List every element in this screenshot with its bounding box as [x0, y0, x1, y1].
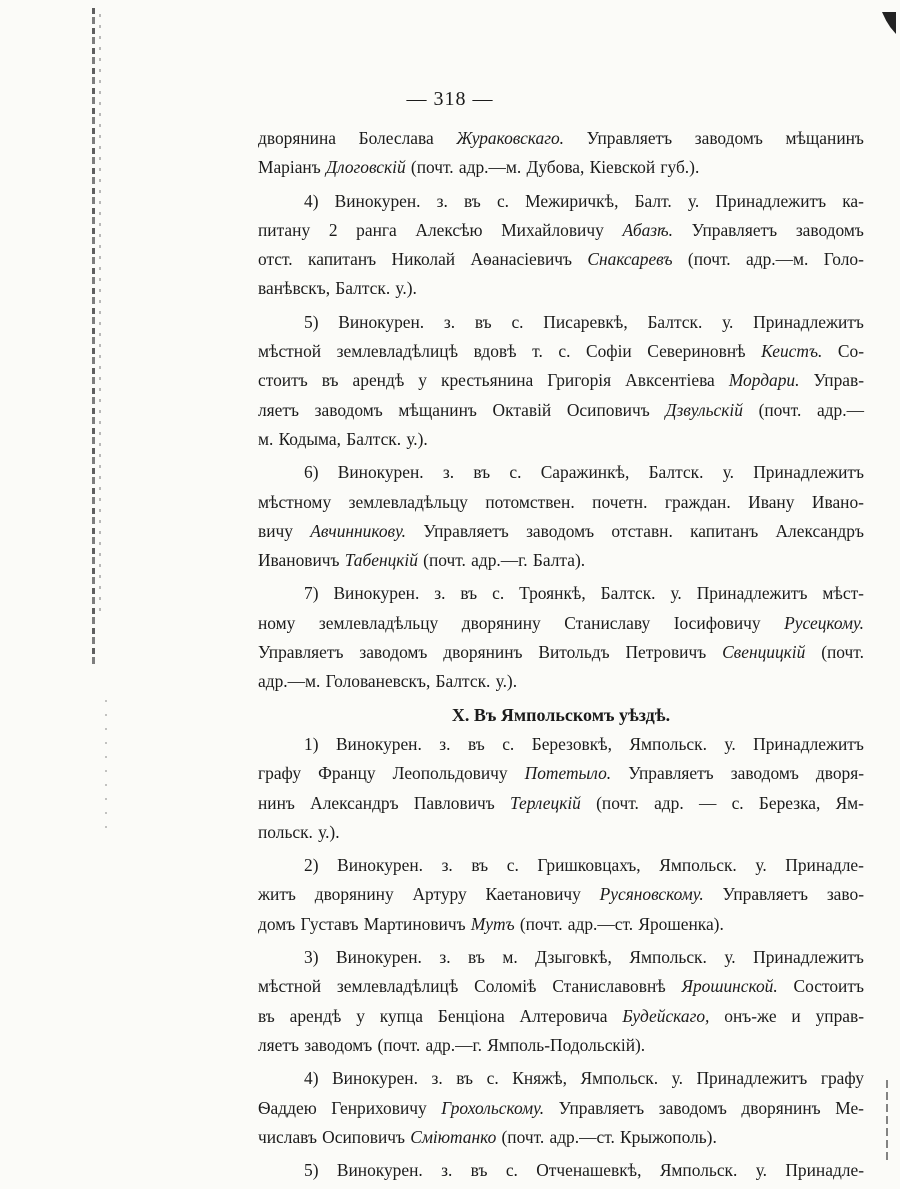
text-line: [258, 1123, 864, 1152]
word: у.: [755, 1160, 768, 1181]
word: графу: [258, 763, 302, 784]
word: Принадлежитъ: [753, 947, 864, 968]
word: адр.—г.: [425, 1034, 483, 1055]
text-line: [258, 638, 864, 667]
word: землевладѣльцу: [318, 612, 439, 633]
word: з.: [431, 1068, 443, 1089]
word: Севериновнѣ: [647, 341, 746, 362]
surname-italic: Русяновскому.: [599, 884, 704, 905]
word: отст.: [258, 249, 293, 270]
word: з.: [439, 947, 451, 968]
word: Алексѣю: [415, 219, 483, 240]
word: у: [418, 370, 427, 391]
word: Винокурен.: [335, 733, 422, 754]
word: с.: [509, 462, 522, 483]
word: Голо-: [823, 249, 864, 270]
text-line: [258, 1094, 864, 1123]
word: Ям-: [835, 792, 864, 813]
word: Винокурен.: [336, 1160, 423, 1181]
word: у.).: [495, 671, 518, 692]
word: Винокурен.: [337, 462, 424, 483]
word: Аѳанасіевичъ: [470, 249, 573, 270]
word: с.: [496, 190, 510, 211]
word: Писаревкѣ,: [543, 311, 628, 332]
word: адр.—г.: [471, 550, 528, 571]
text-line: [258, 366, 864, 395]
scan-edge-artifact-right: [886, 1080, 888, 1160]
word: заводомъ: [658, 1097, 727, 1118]
surname-italic: Будейскаго,: [622, 1005, 710, 1026]
word: адр.—м.: [458, 157, 522, 178]
word: —: [698, 792, 717, 813]
word: стоитъ: [258, 370, 308, 391]
surname-italic: Кеистъ.: [761, 341, 823, 362]
scan-dots-artifact: [105, 700, 107, 840]
word: Винокурен.: [334, 190, 421, 211]
word: у.: [755, 855, 767, 876]
text-line: [258, 216, 864, 245]
word: Кіевской: [589, 157, 656, 178]
text-line: [258, 488, 864, 517]
word: Принадлежитъ: [753, 462, 864, 483]
text-line: [258, 274, 864, 303]
surname-italic: Снаксаревъ: [587, 249, 673, 270]
word: Гришковцахъ,: [537, 855, 641, 876]
word: губ.).: [660, 157, 700, 178]
surname-italic: Мордари.: [728, 370, 800, 391]
word: т.: [532, 341, 543, 362]
word: у.: [687, 190, 700, 211]
word: Григорія: [547, 370, 612, 391]
word: Саражинкѣ,: [540, 462, 630, 483]
word: Ивану: [748, 491, 795, 512]
word: дворянину: [314, 884, 394, 905]
surname-italic: Жураковскаго.: [456, 128, 565, 148]
word: Крыжополь).: [620, 1126, 717, 1147]
word: въ: [258, 1005, 275, 1026]
word: 4): [304, 190, 319, 211]
word: Принадле-: [785, 855, 864, 876]
word: Ѳаддею: [258, 1097, 317, 1118]
text-line: [258, 308, 864, 337]
word: Ямполь-Подольскій).: [487, 1034, 646, 1055]
word: з.: [441, 1160, 453, 1181]
word: с.: [502, 733, 515, 754]
word: 2): [304, 855, 319, 876]
word: Винокурен.: [337, 855, 423, 876]
word: з.: [442, 462, 455, 483]
word: Александръ: [310, 792, 399, 813]
word: въ: [321, 370, 339, 391]
word: Принадлежитъ: [715, 190, 827, 211]
word: Ивано-: [811, 491, 864, 512]
word: мѣстной: [258, 341, 322, 362]
word: польск.: [258, 821, 313, 842]
surname-italic: Грохольскому.: [441, 1097, 545, 1118]
word: Ивановичъ: [258, 550, 340, 571]
word: с.: [506, 855, 519, 876]
word: Винокурен.: [338, 311, 425, 332]
text-line: [258, 579, 864, 608]
text-line: [258, 245, 864, 274]
word: Управляетъ: [558, 1097, 645, 1118]
word: Ямпольск.: [659, 1160, 738, 1181]
word: землевладѣлицѣ: [336, 341, 459, 362]
word: Михайловичу: [501, 219, 604, 240]
word: Принадле-: [785, 1160, 864, 1181]
word: Петровичъ: [625, 642, 707, 663]
word: Винокурен.: [335, 947, 422, 968]
word: ка-: [842, 190, 864, 211]
word: Кодыма,: [278, 428, 341, 449]
word: 1): [304, 733, 319, 754]
word: 7): [304, 583, 319, 604]
word: Принадлежитъ: [696, 583, 808, 604]
text-line: [258, 458, 864, 487]
word: Дзыговкѣ,: [535, 947, 612, 968]
text-line: [258, 789, 864, 818]
word: 5): [304, 1160, 319, 1181]
word: Алтеровича: [519, 1005, 608, 1026]
word: Принадлежитъ: [753, 311, 864, 332]
word: ранга: [356, 219, 397, 240]
text-line: [258, 609, 864, 638]
word: (почт.: [596, 792, 639, 813]
surname-italic: Мутъ: [470, 913, 515, 934]
word: заводомъ: [526, 520, 595, 541]
word: Францу: [318, 763, 376, 784]
text-line: [258, 910, 864, 939]
word: купца: [379, 1005, 423, 1026]
word: 3): [304, 947, 319, 968]
word: въ: [456, 1068, 474, 1089]
text-line: [258, 546, 864, 575]
word: 4): [304, 1068, 319, 1089]
word: м.: [502, 947, 518, 968]
word: граждан.: [664, 491, 731, 512]
text-line: [258, 667, 864, 696]
word: домъ: [258, 913, 296, 934]
text-line: [258, 153, 864, 182]
word: у.: [722, 462, 734, 483]
word: Николай: [391, 249, 456, 270]
surname-italic: Табенцкій: [344, 550, 418, 571]
word: у.: [722, 311, 734, 332]
word: Витольдъ: [538, 642, 610, 663]
word: Каетановичу: [485, 884, 581, 905]
word: числавъ: [258, 1126, 317, 1147]
word: ному: [258, 612, 296, 633]
word: у: [356, 1005, 365, 1026]
word: с.: [731, 792, 744, 813]
word: адр.—м.: [746, 249, 809, 270]
page-body-text: [258, 124, 864, 1185]
word: мѣстному: [258, 491, 332, 512]
text-line: [258, 425, 864, 454]
word: Станиславовнѣ: [552, 976, 666, 997]
word: Балт.: [634, 190, 672, 211]
word: (почт.: [758, 399, 802, 420]
word: въ: [467, 733, 485, 754]
surname-italic: Ярошинской.: [681, 976, 778, 997]
word: Болеслава: [358, 128, 434, 148]
word: з.: [439, 733, 451, 754]
word: (почт.: [501, 1126, 545, 1147]
word: Троянкѣ,: [519, 583, 586, 604]
text-line: [258, 124, 864, 153]
word: Мартиновичъ: [363, 913, 466, 934]
word: Отченашевкѣ,: [536, 1160, 642, 1181]
word: Винокурен.: [333, 583, 420, 604]
word: капитанъ: [308, 249, 377, 270]
word: Балтск.: [335, 278, 391, 299]
word: Состоитъ: [793, 976, 864, 997]
word: Принадлежитъ: [696, 1068, 808, 1089]
word: 2: [328, 219, 338, 240]
word: и: [791, 1005, 801, 1026]
word: дворя-: [815, 763, 864, 784]
word: Межиричкѣ,: [525, 190, 619, 211]
word: Управляетъ: [258, 642, 344, 663]
word: мѣст-: [822, 583, 864, 604]
word: дворянинъ: [443, 642, 523, 663]
text-line: [258, 1031, 864, 1060]
section-heading: X. Въ Ямпольскомъ уѣздѣ.: [451, 704, 671, 725]
text-line: [258, 943, 864, 972]
word: вдовѣ: [473, 341, 517, 362]
text-line: [258, 517, 864, 546]
word: Березовкѣ,: [531, 733, 612, 754]
word: Дубова,: [526, 157, 585, 178]
word: ляетъ: [258, 1034, 299, 1055]
word: Голованевскъ,: [325, 671, 431, 692]
word: въ: [471, 855, 489, 876]
word: Балтск.: [435, 671, 491, 692]
surname-italic: Авчинникову.: [310, 520, 407, 541]
word: (почт.: [821, 642, 864, 663]
word: землевладѣлицѣ: [336, 976, 459, 997]
word: с.: [511, 311, 524, 332]
text-line: [258, 880, 864, 909]
word: Софіи: [586, 341, 632, 362]
word: Густавъ: [300, 913, 359, 934]
word: с.: [486, 1068, 499, 1089]
surname-italic: Потетыло.: [524, 763, 612, 784]
word: Балтск.: [648, 462, 704, 483]
word: Іосифовичу: [673, 612, 761, 633]
word: мѣщанинъ: [398, 399, 477, 420]
word: заводомъ: [304, 1034, 373, 1055]
word: въ: [464, 190, 481, 211]
word: Управ-: [813, 370, 864, 391]
word: управ-: [815, 1005, 864, 1026]
word: арендѣ: [289, 1005, 342, 1026]
text-line: [258, 1064, 864, 1093]
surname-italic: Русецкому.: [784, 612, 864, 633]
word: м.: [258, 428, 274, 449]
word: почетн.: [592, 491, 648, 512]
word: Павловичъ: [413, 792, 495, 813]
word: землевладѣльцу: [348, 491, 468, 512]
word: (почт.: [410, 157, 454, 178]
word: Управляетъ: [691, 219, 778, 240]
text-line: [258, 337, 864, 366]
word: адр.—м.: [258, 671, 321, 692]
word: нинъ: [258, 792, 295, 813]
word: (почт.: [519, 913, 563, 934]
surname-italic: Абазѣ.: [622, 219, 674, 240]
word: заво-: [826, 884, 864, 905]
word: Осиповичъ: [322, 1126, 406, 1147]
word: Принадлежитъ: [753, 733, 864, 754]
word: Артуру: [412, 884, 467, 905]
word: с.: [492, 583, 505, 604]
word: Осиповичъ: [566, 399, 650, 420]
word: адр.: [654, 792, 684, 813]
word: Леопольдовичу: [392, 763, 508, 784]
word: дворянина: [258, 128, 336, 148]
word: (почт.: [687, 249, 731, 270]
text-line: [258, 972, 864, 1001]
word: у.).: [395, 278, 417, 299]
text-line: [258, 818, 864, 847]
word: Балтск.: [346, 428, 402, 449]
word: дворянинъ: [741, 1097, 821, 1118]
surname-italic: Свенцицкій: [722, 642, 806, 663]
word: заводомъ: [359, 642, 428, 663]
word: Балтск.: [647, 311, 703, 332]
word: Управляетъ: [722, 884, 809, 905]
word: Управляетъ: [423, 520, 509, 541]
word: Александръ: [775, 520, 864, 541]
word: Балта).: [532, 550, 586, 571]
word: ляетъ: [258, 399, 299, 420]
word: у.: [671, 1068, 683, 1089]
word: въ: [460, 583, 478, 604]
word: заводомъ: [795, 219, 864, 240]
word: Ямпольск.: [659, 855, 737, 876]
word: Управляетъ: [586, 128, 673, 148]
word: адр.—ст.: [549, 1126, 615, 1147]
text-line: [258, 1002, 864, 1031]
word: потомствен.: [485, 491, 575, 512]
word: крестьянина: [441, 370, 534, 391]
word: Ямпольск.: [629, 733, 707, 754]
word: заводомъ: [730, 763, 799, 784]
word: Со-: [837, 341, 864, 362]
word: с.: [558, 341, 571, 362]
word: Винокурен.: [332, 1068, 418, 1089]
word: Ме-: [835, 1097, 864, 1118]
text-line: [258, 730, 864, 759]
text-line: [258, 851, 864, 880]
word: заводомъ: [694, 128, 763, 148]
word: адр.—ст.: [567, 913, 634, 934]
word: Ямпольск.: [629, 947, 707, 968]
text-line: [258, 187, 864, 216]
word: 5): [304, 311, 319, 332]
word: у.: [724, 947, 736, 968]
surname-italic: Длоговскій: [325, 157, 406, 178]
word: мѣстной: [258, 976, 322, 997]
word: Ямпольск.: [580, 1068, 659, 1089]
word: Авксентіева: [625, 370, 715, 391]
word: питану: [258, 219, 311, 240]
word: Ярошенка).: [638, 913, 724, 934]
text-line: [258, 759, 864, 788]
word: з.: [436, 190, 448, 211]
word: адр.—: [816, 399, 864, 420]
word: Соломіѣ: [474, 976, 537, 997]
word: арендѣ: [352, 370, 405, 391]
word: у.).: [406, 428, 428, 449]
word: заводомъ: [314, 399, 383, 420]
word: з.: [441, 855, 453, 876]
word: Березка,: [758, 792, 821, 813]
scan-corner-mark: [882, 12, 896, 34]
word: 6): [304, 462, 319, 483]
word: з.: [434, 583, 446, 604]
word: (почт.: [423, 550, 466, 571]
word: въ: [468, 947, 485, 968]
word: Октавій: [492, 399, 552, 420]
text-line: [258, 396, 864, 425]
word: въ: [474, 311, 492, 332]
word: въ: [470, 1160, 488, 1181]
word: у.: [724, 733, 736, 754]
word: вичу: [258, 520, 293, 541]
word: онъ-же: [724, 1005, 777, 1026]
word: у.).: [318, 821, 340, 842]
word: ванѣвскъ,: [258, 278, 331, 299]
word: (почт.: [377, 1034, 421, 1055]
word: Княжѣ,: [512, 1068, 567, 1089]
word: Генриховичу: [331, 1097, 427, 1118]
word: у.: [670, 583, 682, 604]
word: з.: [443, 311, 456, 332]
word: графу: [820, 1068, 864, 1089]
word: с.: [505, 1160, 518, 1181]
word: Станиславу: [564, 612, 651, 633]
page-number: — 318 —: [406, 88, 494, 110]
word: капитанъ: [690, 520, 759, 541]
word: мѣщанинъ: [785, 128, 864, 148]
word: Маріанъ: [258, 157, 321, 178]
word: дворянину: [461, 612, 541, 633]
word: отставн.: [611, 520, 673, 541]
word: Балтск.: [600, 583, 656, 604]
word: житъ: [258, 884, 296, 905]
word: Бенціона: [437, 1005, 505, 1026]
text-line: [258, 1156, 864, 1185]
word: въ: [473, 462, 491, 483]
surname-italic: Смiютанко: [410, 1126, 497, 1147]
word: Управляетъ: [628, 763, 714, 784]
surname-italic: Дзвульскій: [665, 399, 743, 420]
surname-italic: Терлецкій: [509, 792, 581, 813]
